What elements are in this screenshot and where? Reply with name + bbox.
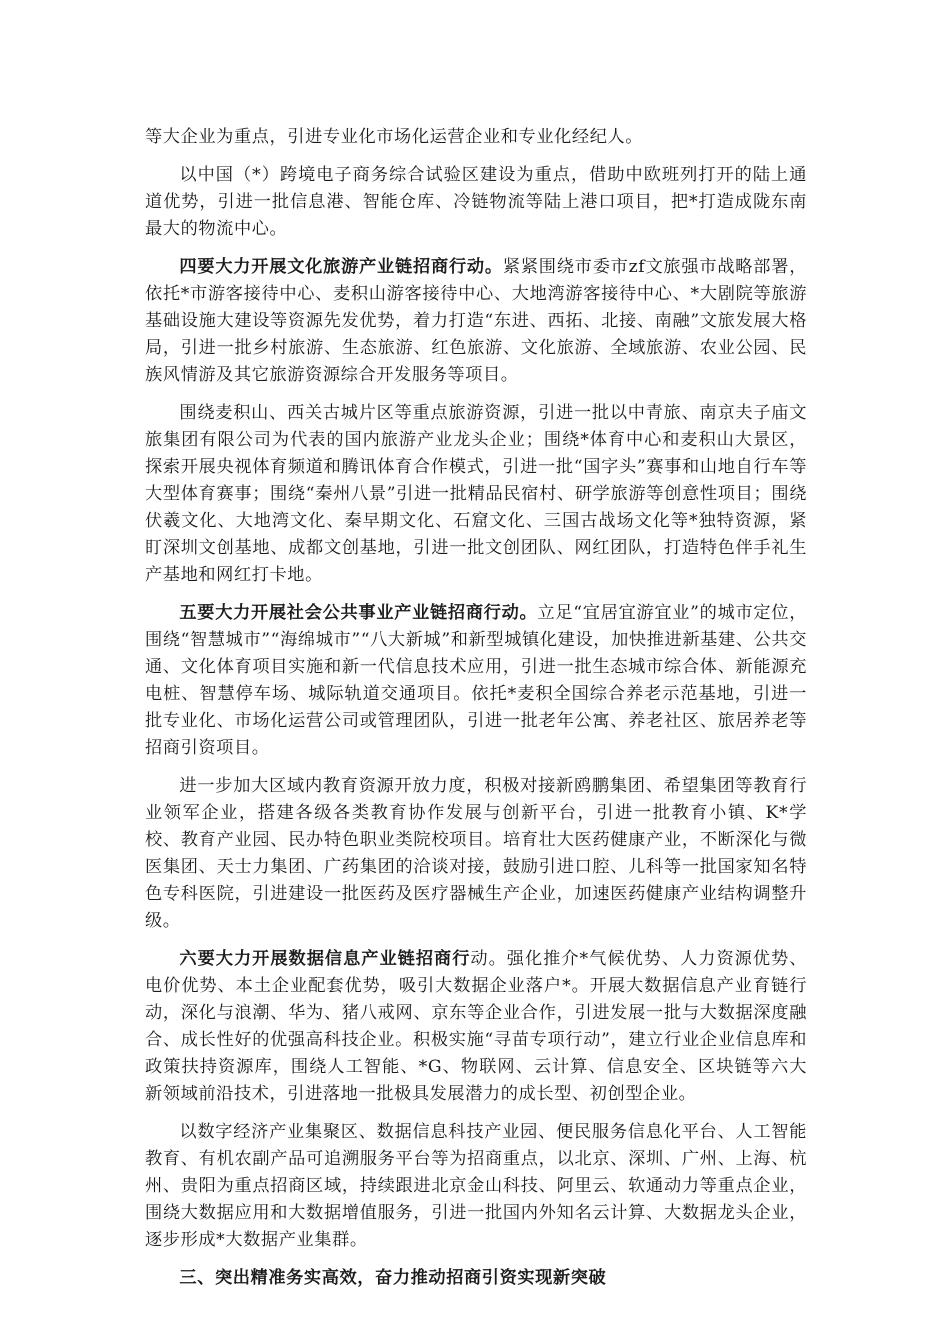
paragraph-3-text: 紧紧围绕市委市zf文旅强市战略部署，依托*市游客接待中心、麦积山游客接待中心、大地湾游客接待中心、*大剧院等旅游基础设施大建设等资源先发优势，着力打造“东进、西拓、北接、南融”文旅发展大格局，引进一批乡村旅游、生态旅游、红色旅游、文化旅游、全域旅游、农业公园、民族风情游及其它旅游资源综合开发服务等项目。: [145, 257, 807, 385]
paragraph-7-lead: 六要大力开展数据信息产业链招商行: [179, 949, 471, 969]
paragraph-2-text: 以中国（*）跨境电子商务综合试验区建设为重点，借助中欧班列打开的陆上通道优势，引进一批信息港、智能仓库、冷链物流等陆上港口项目，把*打造成陇东南最大的物流中心。: [145, 165, 807, 239]
paragraph-1: [145, 124, 807, 151]
paragraph-6: [145, 773, 807, 935]
paragraph-7: [145, 946, 807, 1108]
paragraph-8-text: 以数字经济产业集聚区、数据信息科技产业园、便民服务信息化平台、人工智能教育、有机农副产品可追溯服务平台等为招商重点，以北京、深圳、广州、上海、杭州、贵阳为重点招商区域，持续跟进北京金山科技、阿里云、软通动力等重点企业，围绕大数据应用和大数据增值服务，引进一批国内外知名云计算、大数据龙头企业，逐步形成*大数据产业集群。: [145, 1122, 807, 1250]
paragraph-2: [145, 162, 807, 243]
section-heading: 三、突出精准务实高效，奋力推动招商引资实现新突破: [179, 1268, 607, 1288]
paragraph-7-text: 动。强化推介*气候优势、人力资源优势、电价优势、本土企业配套优势，吸引大数据企业落户*。开展大数据信息产业育链行动，深化与浪潮、华为、猪八戒网、京东等企业合作，引进发展一批与大数据深度融合、成长性好的优强高科技企业。积极实施“寻苗专项行动”，建立行业企业信息库和政策扶持资源库，围绕人工智能、*G、物联网、云计算、信息安全、区块链等六大新领域前沿技术，引进落地一批极具发展潜力的成长型、初创型企业。: [145, 949, 807, 1104]
paragraph-3-lead: 四要大力开展文化旅游产业链招商行动。: [179, 257, 503, 277]
paragraph-4-text: 围绕麦积山、西关古城片区等重点旅游资源，引进一批以中青旅、南京夫子庙文旅集团有限公司为代表的国内旅游产业龙头企业；围绕*体育中心和麦积山大景区，探索开展央视体育频道和腾讯体育合作模式，引进一批“国字头”赛事和山地自行车等大型体育赛事；围绕“秦州八景”引进一批精品民宿村、研学旅游等创意性项目；围绕伏羲文化、大地湾文化、秦早期文化、石窟文化、三国古战场文化等*独特资源，紧盯深圳文创基地、成都文创基地，引进一批文创团队、网红团队，打造特色伴手礼生产基地和网红打卡地。: [145, 403, 807, 585]
paragraph-5: [145, 600, 807, 762]
paragraph-3: [145, 254, 807, 389]
paragraph-5-lead: 五要大力开展社会公共事业产业链招商行动。: [179, 603, 538, 623]
document-page: [145, 124, 807, 1292]
paragraph-4: [145, 400, 807, 589]
paragraph-6-text: 进一步加大区域内教育资源开放力度，积极对接新鸥鹏集团、希望集团等教育行业领军企业，搭建各级各类教育协作发展与创新平台，引进一批教育小镇、K*学校、教育产业园、民办特色职业类院校项目。培育壮大医药健康产业，不断深化与微医集团、天士力集团、广药集团的洽谈对接，鼓励引进口腔、儿科等一批国家知名特色专科医院，引进建设一批医药及医疗器械生产企业，加速医药健康产业结构调整升级。: [145, 776, 807, 931]
paragraph-5-text: 立足“宜居宜游宜业”的城市定位，围绕“智慧城市”“海绵城市”“八大新城”和新型城镇化建设，加快推进新基建、公共交通、文化体育项目实施和新一代信息技术应用，引进一批生态城市综合体、新能源充电桩、智慧停车场、城际轨道交通项目。依托*麦积全国综合养老示范基地，引进一批专业化、市场化运营公司或管理团队，引进一批老年公寓、养老社区、旅居养老等招商引资项目。: [145, 603, 807, 758]
paragraph-1-text: 等大企业为重点，引进专业化市场化运营企业和专业化经纪人。: [145, 127, 644, 147]
paragraph-8: [145, 1119, 807, 1254]
